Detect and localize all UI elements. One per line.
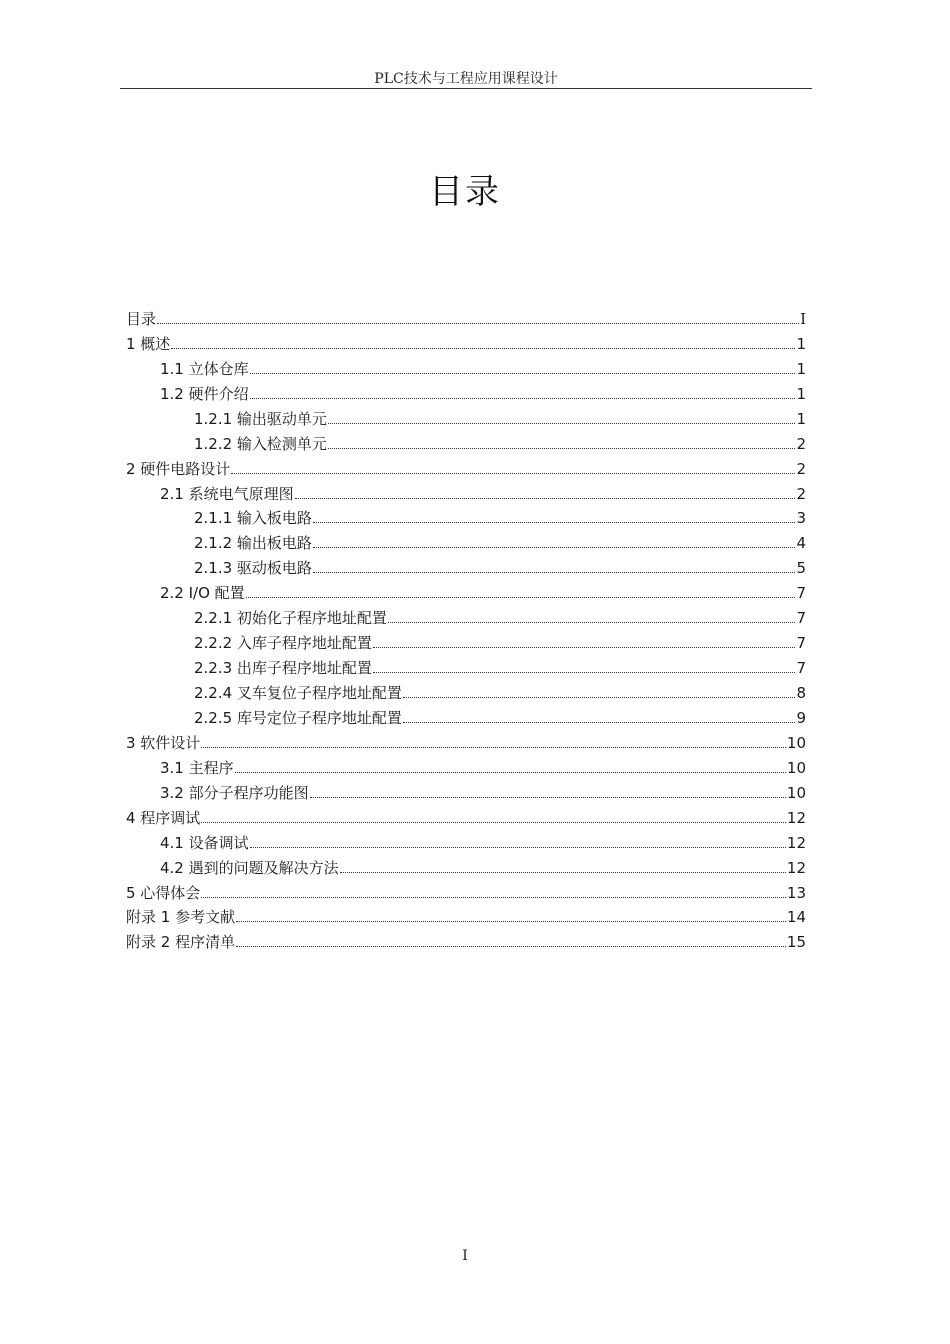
toc-entry-label: 2 硬件电路设计 [126, 459, 231, 478]
toc-entry[interactable] [126, 727, 806, 752]
toc-dot-leader [246, 597, 796, 598]
toc-entry[interactable] [126, 328, 806, 353]
toc-entry-label: 2.1.2 输出板电路 [194, 534, 312, 553]
toc-dot-leader [373, 672, 796, 673]
toc-entry[interactable] [126, 303, 806, 328]
toc-dot-leader [201, 747, 786, 748]
toc-entry[interactable] [126, 652, 806, 677]
toc-entry-label: 3.2 部分子程序功能图 [160, 783, 309, 802]
toc-entry[interactable] [126, 827, 806, 852]
toc-entry[interactable] [126, 702, 806, 727]
toc-entry[interactable] [126, 926, 806, 951]
toc-entry-page: 2 [796, 434, 806, 453]
toc-entry[interactable] [126, 877, 806, 902]
toc-dot-leader [250, 847, 786, 848]
toc-entry[interactable] [126, 852, 806, 877]
toc-dot-leader [201, 897, 786, 898]
toc-dot-leader [250, 398, 796, 399]
toc-entry-label: 1 概述 [126, 334, 171, 353]
toc-entry-page: 1 [796, 384, 806, 403]
toc-dot-leader [235, 772, 786, 773]
toc-entry-page: 12 [786, 858, 806, 877]
toc-entry-page: 7 [796, 609, 806, 628]
toc-entry-label: 1.2 硬件介绍 [160, 384, 249, 403]
toc-dot-leader [310, 797, 786, 798]
toc-dot-leader [373, 647, 796, 648]
toc-entry-page: 3 [796, 509, 806, 528]
toc-entry-label: 5 心得体会 [126, 883, 201, 902]
toc-entry-page: 1 [796, 334, 806, 353]
toc-entry[interactable] [126, 353, 806, 378]
toc-dot-leader [328, 448, 796, 449]
toc-entry-page: I [800, 309, 806, 328]
toc-entry-label: 4.1 设备调试 [160, 833, 249, 852]
toc-entry-label: 2.1.1 输入板电路 [194, 509, 312, 528]
toc-entry-page: 10 [786, 733, 806, 752]
toc-entry-page: 12 [786, 833, 806, 852]
toc-entry[interactable] [126, 453, 806, 478]
toc-entry-page: 7 [796, 659, 806, 678]
toc-entry[interactable] [126, 752, 806, 777]
footer-page-number: I [462, 1248, 468, 1264]
toc-entry-page: 1 [796, 409, 806, 428]
toc-entry-label: 4 程序调试 [126, 808, 201, 827]
toc-entry-page: 2 [796, 459, 806, 478]
header-rule [120, 88, 812, 89]
toc-entry-label: 2.1.3 驱动板电路 [194, 559, 312, 578]
toc-dot-leader [236, 946, 786, 947]
toc-entry-label: 2.2 I/O 配置 [160, 584, 245, 603]
toc-entry[interactable] [126, 602, 806, 627]
toc-dot-leader [250, 373, 796, 374]
toc-dot-leader [328, 423, 796, 424]
toc-entry[interactable] [126, 902, 806, 927]
toc-entry-label: 附录 2 程序清单 [126, 933, 236, 952]
toc-entry-page: 10 [786, 758, 806, 777]
toc-dot-leader [231, 473, 795, 474]
toc-entry-page: 8 [796, 684, 806, 702]
toc-entry-page: 4 [796, 534, 806, 553]
toc-entry-label: 3 软件设计 [126, 733, 201, 752]
toc-entry-label: 1.2.2 输入检测单元 [194, 434, 327, 453]
toc-dot-leader [313, 547, 796, 548]
toc-entry[interactable] [126, 527, 806, 552]
toc-entry-label: 2.2.5 库号定位子程序地址配置 [194, 708, 402, 727]
toc-entry-label: 4.2 遇到的问题及解决方法 [160, 858, 339, 877]
toc-entry-page: 9 [796, 708, 806, 727]
toc-entry-page: 7 [796, 634, 806, 653]
toc-entry-label: 1.2.1 输出驱动单元 [194, 409, 327, 428]
toc-entry-label: 附录 1 参考文献 [126, 908, 236, 927]
toc-entry[interactable] [126, 777, 806, 802]
toc-entry[interactable] [126, 552, 806, 577]
table-of-contents [126, 303, 806, 951]
toc-dot-leader [388, 622, 796, 623]
toc-entry[interactable] [126, 577, 806, 602]
toc-entry-page: 5 [796, 559, 806, 578]
toc-entry-label: 3.1 主程序 [160, 758, 234, 777]
toc-entry-page: 15 [786, 933, 806, 952]
toc-dot-leader [313, 522, 796, 523]
toc-dot-leader [403, 697, 796, 698]
toc-entry[interactable] [126, 677, 806, 702]
toc-entry-label: 目录 [126, 309, 157, 328]
page-header-title: PLC技术与工程应用课程设计 [374, 71, 558, 87]
toc-entry[interactable] [126, 478, 806, 503]
toc-entry-page: 1 [796, 359, 806, 378]
toc-entry-label: 2.1 系统电气原理图 [160, 484, 294, 503]
toc-entry-label: 2.2.1 初始化子程序地址配置 [194, 609, 387, 628]
toc-entry[interactable] [126, 503, 806, 528]
toc-dot-leader [157, 323, 799, 324]
toc-entry-page: 13 [786, 883, 806, 902]
toc-entry[interactable] [126, 403, 806, 428]
toc-entry-label: 2.2.4 叉车复位子程序地址配置 [194, 684, 402, 702]
toc-entry-page: 10 [786, 783, 806, 802]
toc-entry[interactable] [126, 627, 806, 652]
toc-entry-label: 2.2.2 入库子程序地址配置 [194, 634, 372, 653]
toc-entry-page: 14 [786, 908, 806, 927]
toc-dot-leader [201, 822, 786, 823]
toc-entry-page: 12 [786, 808, 806, 827]
toc-entry[interactable] [126, 378, 806, 403]
toc-dot-leader [313, 572, 796, 573]
toc-dot-leader [340, 872, 786, 873]
toc-dot-leader [403, 722, 796, 723]
toc-entry-label: 2.2.3 出库子程序地址配置 [194, 659, 372, 678]
toc-entry[interactable] [126, 802, 806, 827]
toc-entry-label: 1.1 立体仓库 [160, 359, 249, 378]
toc-dot-leader [295, 498, 796, 499]
page-title: 目录 [429, 172, 501, 212]
toc-dot-leader [171, 348, 795, 349]
toc-dot-leader [236, 921, 786, 922]
toc-entry-page: 2 [796, 484, 806, 503]
toc-entry[interactable] [126, 428, 806, 453]
toc-entry-page: 7 [796, 584, 806, 603]
